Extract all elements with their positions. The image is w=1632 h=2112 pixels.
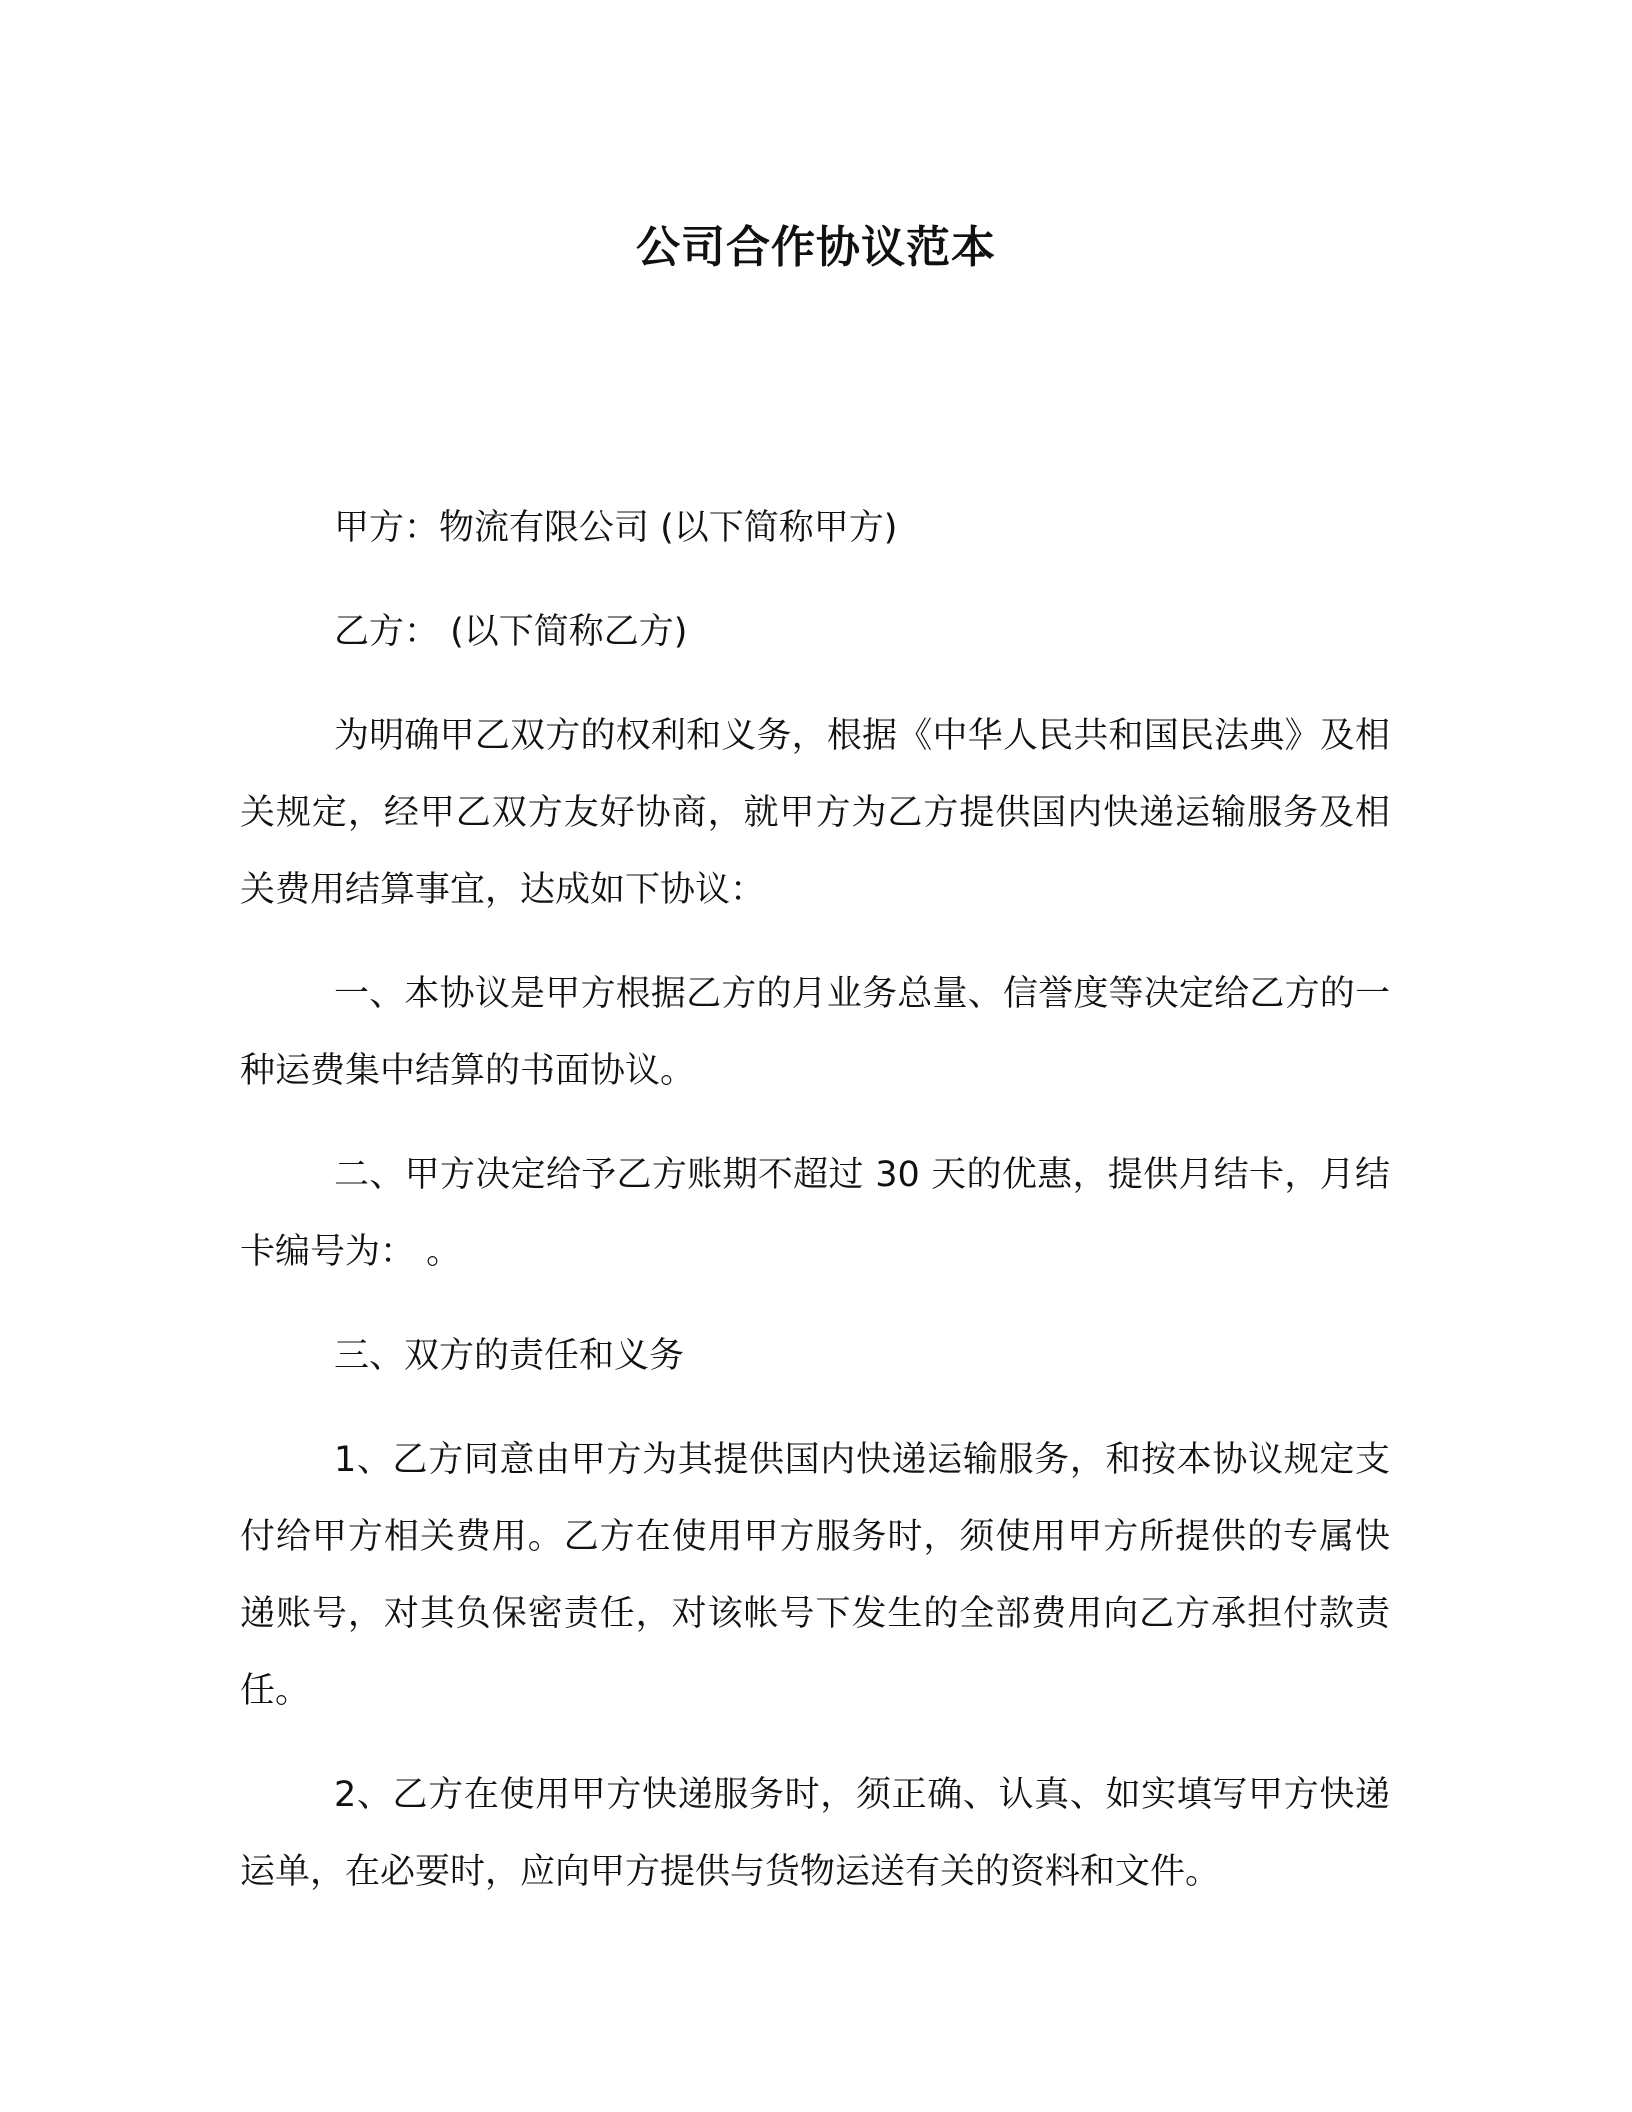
clause-2: 二、甲方决定给予乙方账期不超过 30 天的优惠，提供月结卡，月结卡编号为： 。 bbox=[240, 1155, 1390, 1272]
party-a-line: 甲方：物流有限公司 (以下简称甲方) bbox=[334, 508, 898, 548]
preamble-paragraph: 为明确甲乙双方的权利和义务，根据《中华人民共和国民法典》及相关规定，经甲乙双方友好协商，就甲方为乙方提供国内快递运输服务及相关费用结算事宜，达成如下协议： bbox=[240, 716, 1390, 910]
document-body bbox=[240, 490, 1390, 1938]
clause-3-item-1: 1、乙方同意由甲方为其提供国内快递运输服务，和按本协议规定支付给甲方相关费用。乙方在使用甲方服务时，须使用甲方所提供的专属快递账号，对其负保密责任，对该帐号下发生的全部费用向乙方承担付款责任。 bbox=[240, 1440, 1390, 1711]
document-title: 公司合作协议范本 bbox=[636, 222, 996, 273]
clause-3-item-2: 2、乙方在使用甲方快递服务时，须正确、认真、如实填写甲方快递运单，在必要时，应向甲方提供与货物运送有关的资料和文件。 bbox=[240, 1775, 1390, 1892]
clause-1: 一、本协议是甲方根据乙方的月业务总量、信誉度等决定给乙方的一种运费集中结算的书面协议。 bbox=[240, 974, 1390, 1091]
clause-3-heading: 三、双方的责任和义务 bbox=[334, 1336, 685, 1376]
party-b-line: 乙方： (以下简称乙方) bbox=[334, 612, 688, 652]
